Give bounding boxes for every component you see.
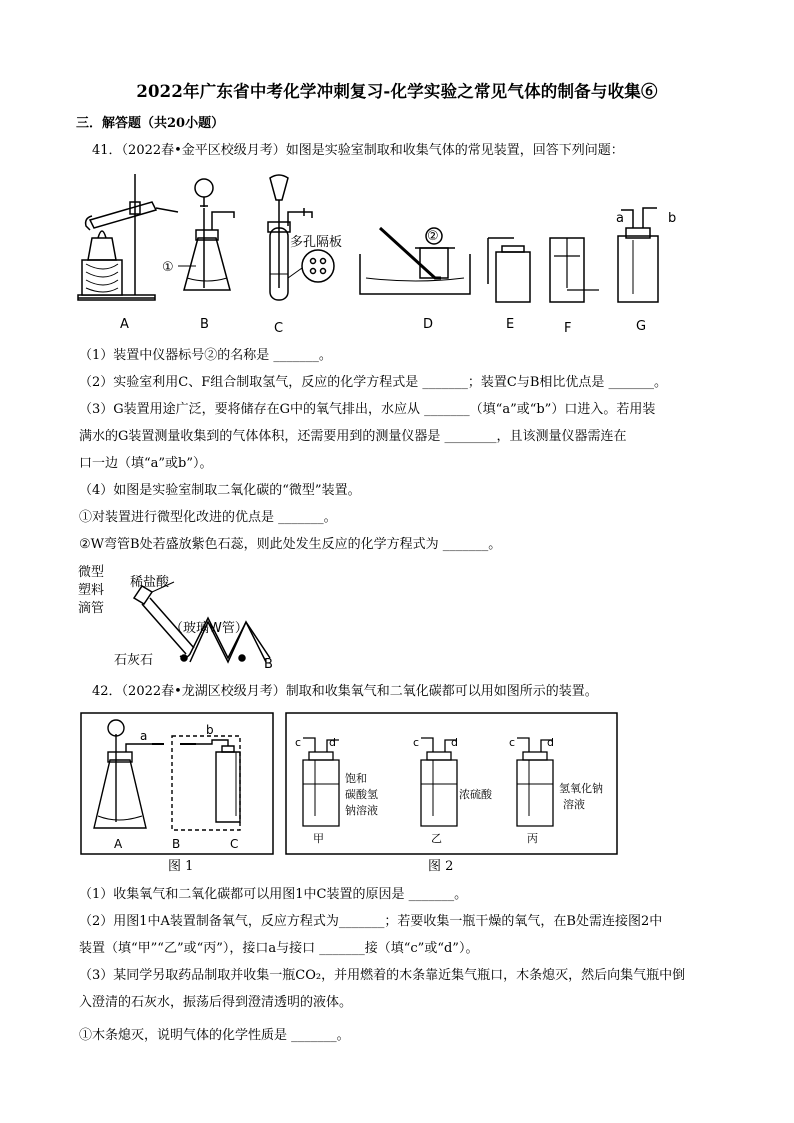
label-C: C	[274, 321, 284, 336]
section-heading: 三．解答题（共20小题）	[76, 116, 225, 131]
bing-port-c: c	[509, 736, 516, 749]
micro-stone: 石灰石	[114, 653, 154, 668]
g-port-b: b	[668, 211, 677, 226]
q41-part2: （2）实验室利用C、F组合制取氢气，反应的化学方程式是 _______；装置C与B相比优点是 _______。	[79, 375, 668, 390]
micro-tube: （玻璃W管）	[170, 621, 248, 636]
jia-port-c: c	[295, 736, 302, 749]
jia-port-d: d	[329, 736, 336, 749]
q41-part3-line3: 口一边（填“a”或b”）。	[79, 456, 213, 471]
q42-figure-1	[80, 712, 274, 857]
micro-apparatus-figure	[72, 562, 292, 672]
jia-reagent-1: 饱和	[345, 772, 367, 785]
micro-dropper-1: 微型	[78, 565, 105, 580]
micro-acid: 稀盐酸	[130, 575, 170, 590]
jia-reagent-2: 碳酸氢	[345, 788, 378, 801]
bing-port-d: d	[547, 736, 554, 749]
yi-port-c: c	[413, 736, 420, 749]
micro-dropper-3: 滴管	[78, 601, 105, 616]
label-G: G	[636, 319, 647, 334]
fig1-port-b: b	[206, 723, 214, 737]
q41-part4-item2: ②W弯管B处若盛放紫色石蕊，则此处发生反应的化学方程式为 _______。	[79, 537, 502, 552]
porous-label: 多孔隔板	[290, 235, 343, 250]
q42-figure-2	[285, 712, 619, 857]
micro-B: B	[264, 657, 273, 672]
q41-apparatus-figure	[70, 168, 710, 338]
label-A: A	[120, 317, 129, 332]
fig1-label-A: A	[114, 837, 123, 851]
q42-intro: 42．（2022春•龙湖区校级月考）制取和收集氧气和二氧化碳都可以用如图所示的装置。	[92, 684, 598, 699]
fig1-caption: 图 1	[168, 859, 194, 874]
circle-two: ②	[427, 229, 439, 244]
q41-part4: （4）如图是实验室制取二氧化碳的“微型”装置。	[79, 483, 361, 498]
label-bing: 丙	[527, 832, 538, 845]
g-port-a: a	[616, 211, 624, 226]
fig1-label-B: B	[172, 837, 181, 851]
yi-port-d: d	[451, 736, 458, 749]
bing-reagent-2: 溶液	[563, 798, 585, 811]
fig1-port-a: a	[140, 729, 148, 743]
micro-dropper-2: 塑料	[78, 583, 105, 598]
label-D: D	[423, 317, 434, 332]
label-F: F	[564, 321, 572, 336]
fig1-label-C: C	[230, 837, 239, 851]
label-yi: 乙	[431, 832, 442, 845]
q41-part3-line1: （3）G装置用途广泛，要将储存在G中的氧气排出，水应从 _______（填“a”或“b”）口进入。若用装	[79, 402, 656, 417]
q42-part3-line1: （3）某同学另取药品制取并收集一瓶CO₂，并用燃着的木条靠近集气瓶口，木条熄灭，然后向集气瓶中倒	[79, 968, 686, 983]
label-B: B	[200, 317, 209, 332]
q42-part2-line1: （2）用图1中A装置制备氧气，反应方程式为_______；若要收集一瓶干燥的氧气，在B处需连接图2中	[79, 914, 663, 929]
q41-part1: （1）装置中仪器标号②的名称是 _______。	[79, 348, 332, 363]
q42-part2-line2: 装置（填“甲”“乙”或“丙”），接口a与接口 _______接（填“c”或“d”）。	[79, 941, 479, 956]
yi-reagent: 浓硫酸	[459, 788, 492, 801]
fig2-caption: 图 2	[428, 859, 454, 874]
bing-reagent-1: 氢氧化钠	[559, 782, 603, 795]
q42-part1: （1）收集氧气和二氧化碳都可以用图1中C装置的原因是 _______。	[79, 887, 468, 902]
jia-reagent-3: 钠溶液	[345, 804, 378, 817]
q41-intro: 41．（2022春•金平区校级月考）如图是实验室制取和收集气体的常见装置，回答下列问题：	[92, 143, 624, 158]
label-E: E	[506, 317, 515, 332]
q42-part3-item1: ①木条熄灭，说明气体的化学性质是 _______。	[79, 1028, 350, 1043]
label-jia: 甲	[313, 832, 324, 845]
q41-part3-line2: 满水的G装置测量收集到的气体体积，还需要用到的测量仪器是 ________，且该测量仪器需连在	[79, 429, 627, 444]
q41-part4-item1: ①对装置进行微型化改进的优点是 _______。	[79, 510, 337, 525]
page-title: 2022年广东省中考化学冲刺复习-化学实验之常见气体的制备与收集⑥	[136, 82, 658, 101]
circle-one: ①	[162, 260, 174, 275]
q42-part3-line2: 入澄清的石灰水，振荡后得到澄清透明的液体。	[79, 995, 353, 1010]
